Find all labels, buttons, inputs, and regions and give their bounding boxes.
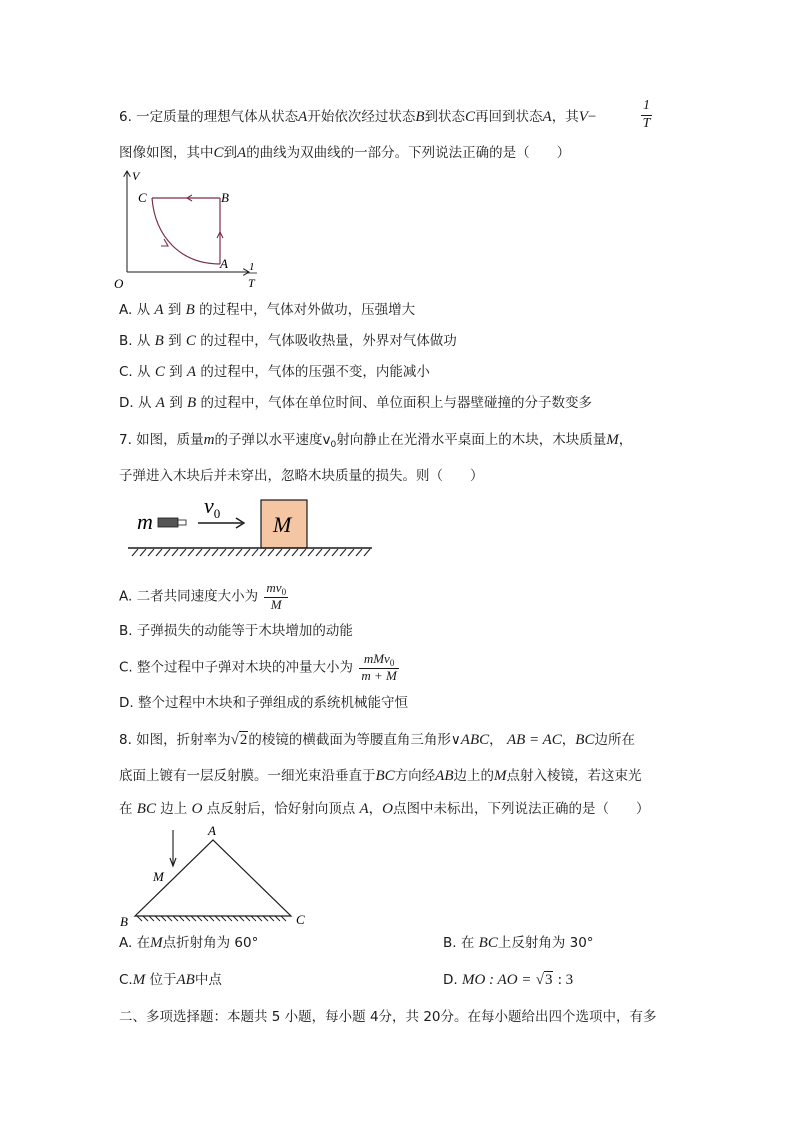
q7-option-d: D. 整个过程中木块和子弹组成的系统机械能守恒 (119, 695, 408, 711)
q8-option-c: C.M 位于AB中点 (119, 972, 222, 988)
q8-option-a: A. 在M点折射角为 60° (119, 935, 259, 951)
q8-option-b: B. 在 BC上反射角为 30° (443, 935, 594, 951)
bullet (158, 518, 178, 527)
point-c-label: C (138, 190, 147, 205)
q7-c-fraction: $\frac{mMv_0}{m + M}$ (361, 651, 397, 684)
q7-option-c: C. 整个过程中子弹对木块的冲量大小为 $\frac{mMv_0}{m + M}$ (119, 651, 397, 684)
t-axis-den: T (248, 276, 255, 290)
q7-option-b: B. 子弹损失的动能等于木块增加的动能 (119, 623, 353, 639)
process-c-a-hyperbola (152, 198, 220, 264)
q7-option-a: A. 二者共同速度大小为 $\frac{mv_0}{M}$ (119, 580, 287, 613)
vertex-c-label: C (296, 912, 305, 927)
sqrt-3: √3 (535, 972, 553, 988)
point-b-label: B (221, 190, 229, 205)
point-m-label: M (153, 869, 164, 884)
reflective-film-hatching (137, 916, 286, 921)
vertex-b-label: B (120, 914, 128, 929)
section-2-heading: 二、多项选择题：本题共 5 小题，每小题 4分，共 20分。在每小题给出四个选项中，有多 (119, 1009, 657, 1025)
t-axis-num: 1 (249, 261, 255, 273)
q6-option-d: D. 从 A 到 B 的过程中，气体在单位时间、单位面积上与器壁碰撞的分子数变多 (119, 395, 593, 411)
q7-a-fraction: $\frac{mv_0}{M}$ (266, 580, 287, 613)
block-mass-label: M (273, 512, 292, 537)
v-axis-label: V (132, 169, 140, 183)
q8-stem-line3: 在 BC 边上 O 点反射后，恰好射向顶点 A，O点图中未标出，下列说法正确的是（ ） (119, 801, 650, 817)
q6-v-1overT-graph (110, 168, 270, 292)
q7-bullet-block-figure (124, 490, 376, 562)
point-a-label: A (220, 256, 228, 271)
q6-option-b: B. 从 B 到 C 的过程中，气体吸收热量，外界对气体做功 (119, 333, 457, 349)
origin-label: O (114, 276, 124, 291)
sqrt-2: √2 (230, 732, 248, 748)
q8-prism-figure (115, 822, 315, 930)
q6-option-c: C. 从 C 到 A 的过程中，气体的压强不变，内能减小 (119, 364, 430, 380)
q8-stem-line1: 8. 如图，折射率为√2的棱镜的横截面为等腰直角三角形∨ABC， AB = AC，BC边所在 (119, 732, 635, 748)
table-hatching (132, 549, 370, 556)
q8-option-d: D. MO : AO = √3 : 3 (443, 972, 574, 988)
q6-fraction-1-over-T: 1 T (642, 98, 651, 131)
bullet-mass-label: m (137, 509, 153, 534)
q7-stem-line1: 7. 如图，质量m的子弹以水平速度$v_0$射向静止在光滑水平桌面上的木块，木块质量M， (119, 432, 633, 450)
q6-stem-line1: 6. 一定质量的理想气体从状态A开始依次经过状态B到状态C再回到状态A，其V− (119, 109, 597, 125)
vertex-a-label: A (208, 823, 216, 838)
velocity-label: $v_0$ (204, 493, 221, 521)
q6-stem-line2: 图像如图，其中C到A的曲线为双曲线的一部分。下列说法正确的是（ ） (119, 145, 571, 161)
q8-stem-line2: 底面上镀有一层反射膜。一细光束沿垂直于BC方向经AB边上的M点射入棱镜，若这束光 (119, 768, 642, 784)
q6-option-a: A. 从 A 到 B 的过程中，气体对外做功，压强增大 (119, 302, 416, 318)
q7-stem-line2: 子弹进入木块后并未穿出，忽略木块质量的损失。则（ ） (119, 468, 484, 484)
